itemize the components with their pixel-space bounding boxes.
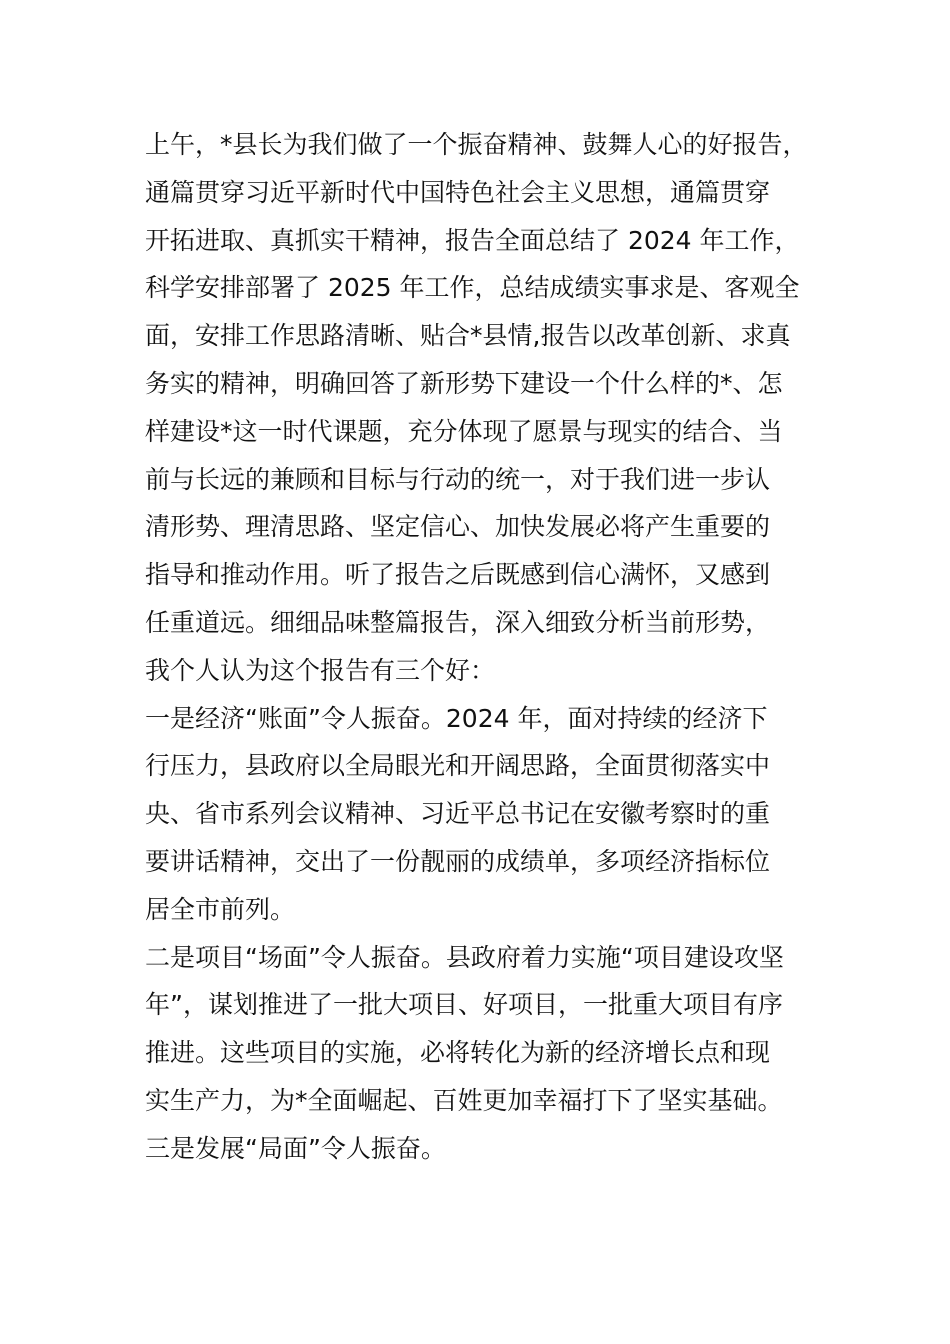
- text-line: 科学安排部署了 2025 年工作，总结成绩实事求是、客观全: [145, 273, 800, 303]
- text-line: 前与长远的兼顾和目标与行动的统一，对于我们进一步认: [145, 464, 771, 494]
- text-line: 要讲话精神，交出了一份靓丽的成绩单，多项经济指标位: [145, 846, 771, 876]
- text-line: 央、省市系列会议精神、习近平总书记在安徽考察时的重: [145, 799, 771, 829]
- text-line: 通篇贯穿习近平新时代中国特色社会主义思想，通篇贯穿: [145, 177, 771, 207]
- speech-text-body: [145, 121, 835, 1173]
- text-line: 清形势、理清思路、坚定信心、加快发展必将产生重要的: [145, 512, 771, 542]
- text-line: 居全市前列。: [145, 894, 296, 924]
- text-line: 样建设*这一时代课题，充分体现了愿景与现实的结合、当: [145, 416, 783, 446]
- text-line: 开拓进取、真抓实干精神，报告全面总结了 2024 年工作，: [145, 225, 800, 255]
- text-line: 务实的精神，明确回答了新形势下建设一个什么样的*、怎: [145, 368, 783, 398]
- text-line: 行压力，县政府以全局眼光和开阔思路，全面贯彻落实中: [145, 751, 771, 781]
- text-line-section-heading: 二是项目“场面”令人振奋。县政府着力实施“项目建设攻坚: [145, 942, 784, 972]
- text-line: 年”，谋划推进了一批大项目、好项目，一批重大项目有序: [145, 990, 783, 1020]
- text-line: 面，安排工作思路清晰、贴合*县情,报告以改革创新、求真: [145, 321, 791, 351]
- text-line: 上午，*县长为我们做了一个振奋精神、鼓舞人心的好报告，: [145, 130, 808, 159]
- text-line: 任重道远。细细品味整篇报告，深入细致分析当前形势，: [145, 607, 771, 637]
- text-line-section-heading: 一是经济“账面”令人振奋。2024 年，面对持续的经济下: [145, 703, 768, 733]
- text-line-section-heading: 三是发展“局面”令人振奋。: [145, 1133, 446, 1163]
- text-line: 指导和推动作用。听了报告之后既感到信心满怀，又感到: [145, 560, 771, 590]
- text-line: 实生产力，为*全面崛起、百姓更加幸福打下了坚实基础。: [145, 1085, 783, 1115]
- text-line: 我个人认为这个报告有三个好：: [145, 655, 496, 685]
- text-line: 推进。这些项目的实施，必将转化为新的经济增长点和现: [145, 1038, 771, 1068]
